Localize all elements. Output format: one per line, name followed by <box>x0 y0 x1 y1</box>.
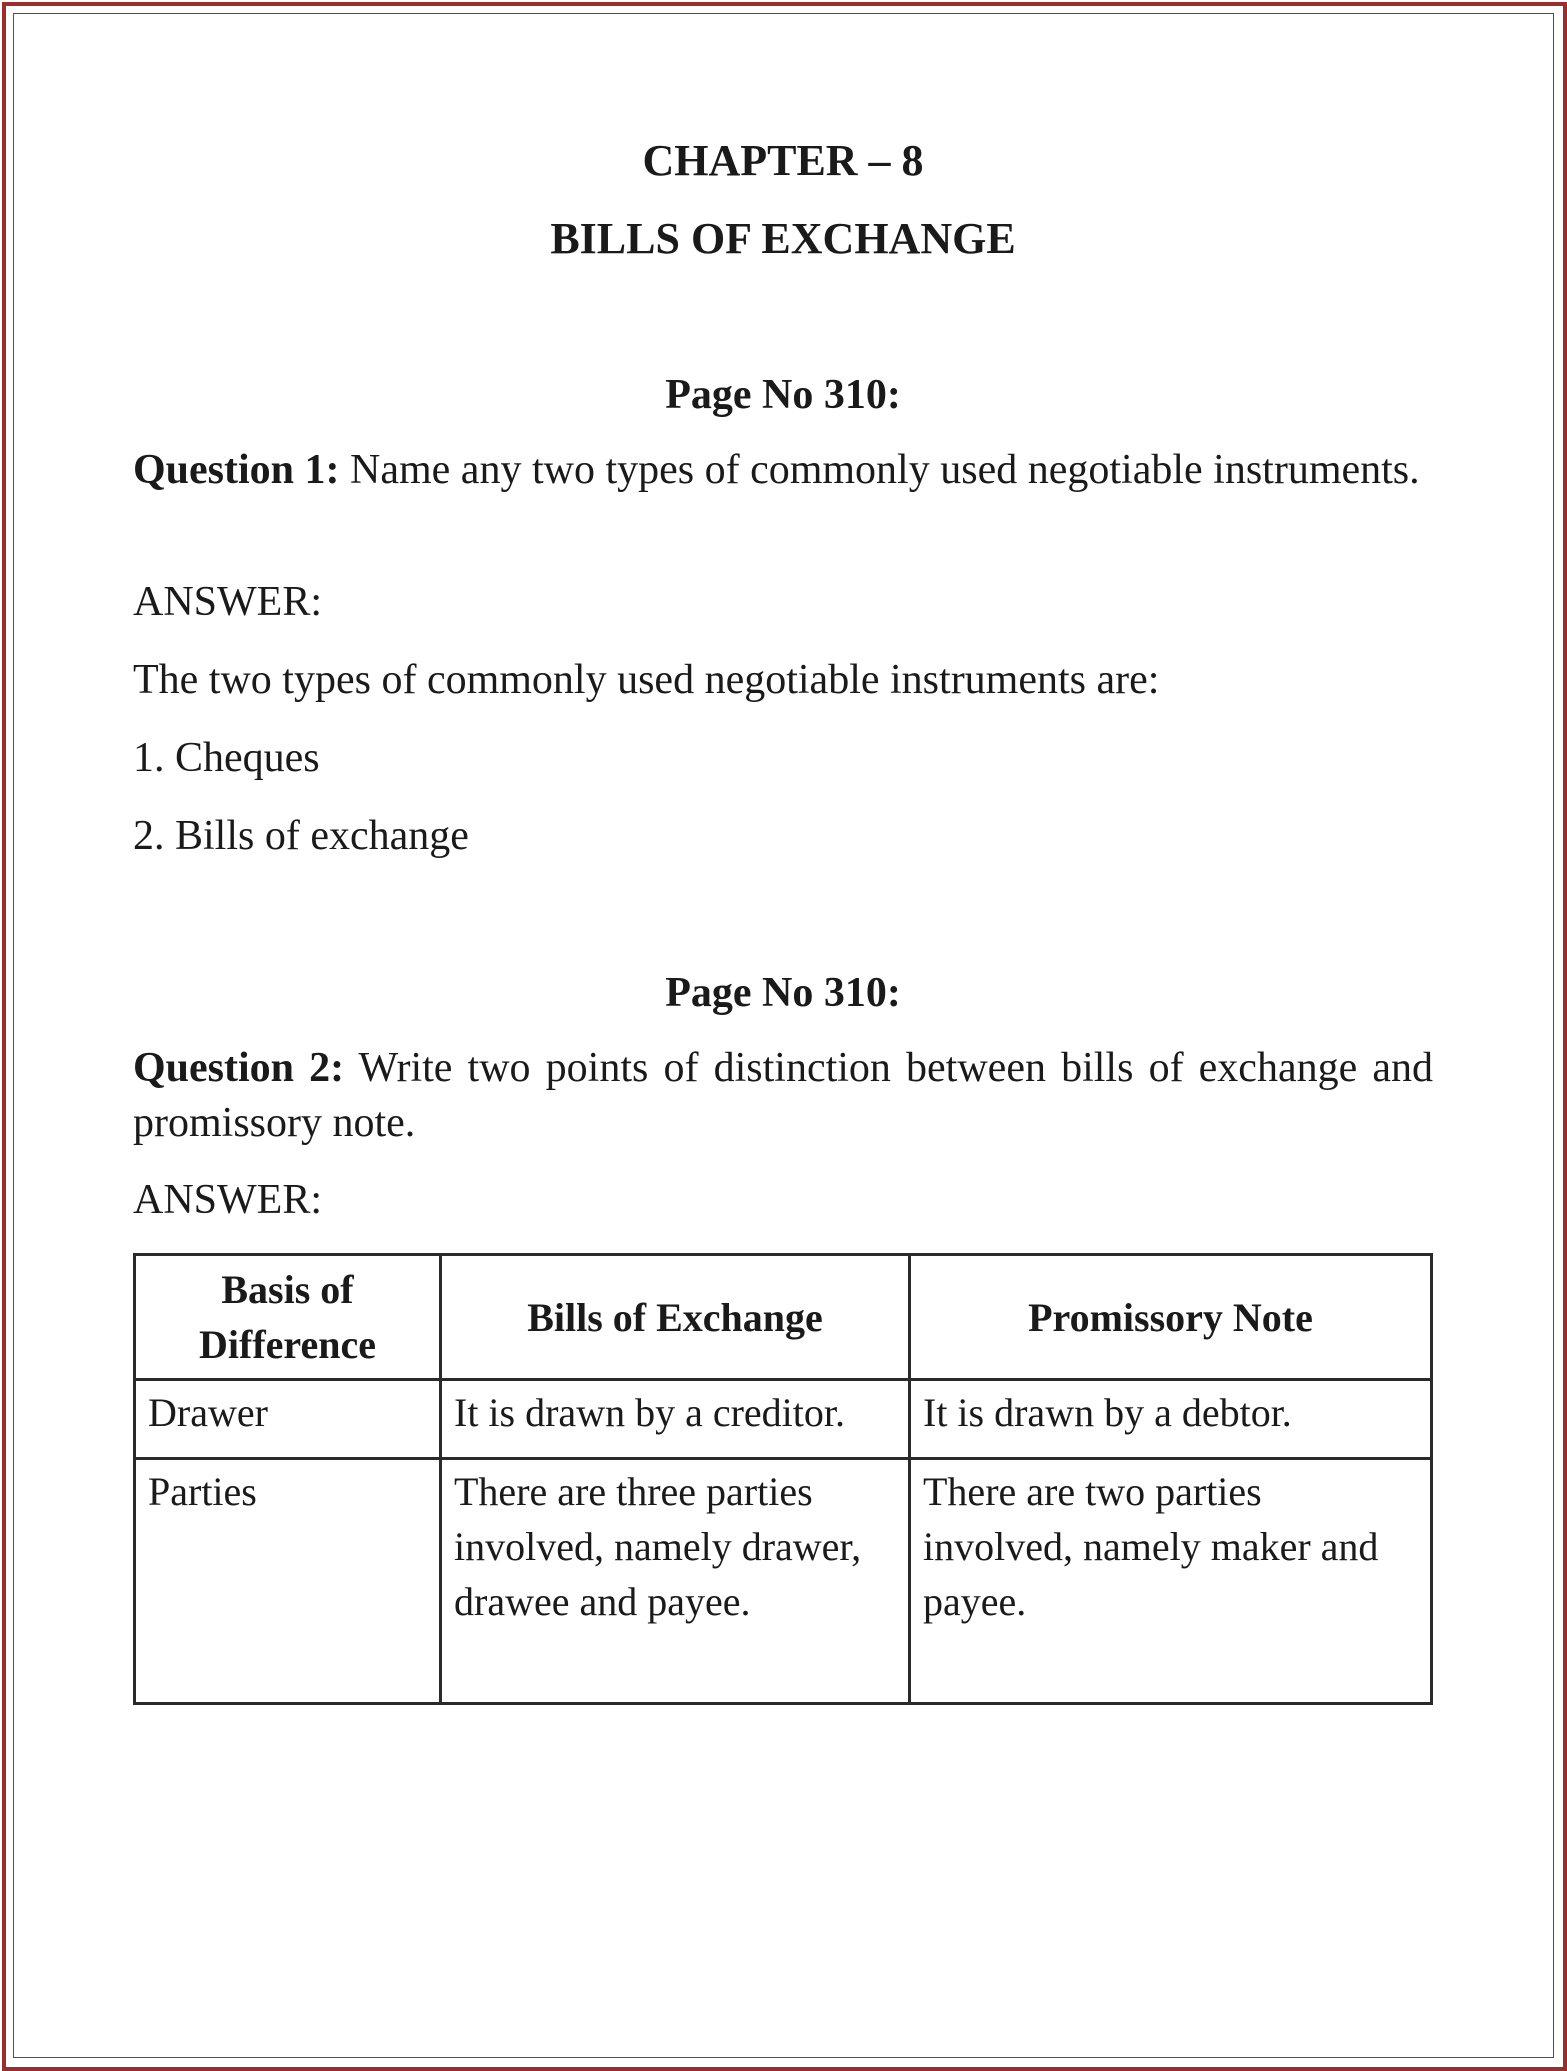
q1-answer-label: ANSWER: <box>133 579 322 625</box>
question-2-text: Write two points of distinction between bills of exchange and promissory note. <box>133 1045 1433 1146</box>
q1-page-reference: Page No 310: <box>665 372 901 418</box>
table-header-row <box>135 1255 1432 1380</box>
table-row <box>135 1459 1432 1704</box>
q2-answer-label: ANSWER: <box>133 1177 322 1223</box>
chapter-title: BILLS OF EXCHANGE <box>550 214 1016 263</box>
question-2 <box>133 1041 1433 1151</box>
q1-answer-item-2: 2. Bills of exchange <box>133 813 469 859</box>
cell-basis: Parties <box>135 1459 441 1704</box>
table-row <box>135 1380 1432 1459</box>
q2-page-reference: Page No 310: <box>665 970 901 1016</box>
header-promissory-note: Promissory Note <box>910 1255 1432 1380</box>
cell-promissory-note: There are two parties involved, namely maker and payee. <box>910 1459 1432 1704</box>
cell-promissory-note: It is drawn by a debtor. <box>910 1380 1432 1459</box>
cell-basis: Drawer <box>135 1380 441 1459</box>
cell-bills-of-exchange: There are three parties involved, namely drawer, drawee and payee. <box>441 1459 910 1704</box>
question-2-label: Question 2: <box>133 1045 345 1091</box>
distinction-table <box>133 1253 1433 1705</box>
chapter-number: CHAPTER – 8 <box>642 136 924 185</box>
q1-answer-intro: The two types of commonly used negotiable instruments are: <box>133 657 1160 703</box>
question-1-text: Name any two types of commonly used negotiable instruments. <box>350 447 1420 493</box>
question-1-label: Question 1: <box>133 447 340 493</box>
header-basis: Basis of Difference <box>135 1255 441 1380</box>
q1-answer-item-1: 1. Cheques <box>133 735 320 781</box>
page-border-inner <box>13 13 1554 2058</box>
header-bills-of-exchange: Bills of Exchange <box>441 1255 910 1380</box>
question-1 <box>133 443 1433 498</box>
cell-bills-of-exchange: It is drawn by a creditor. <box>441 1380 910 1459</box>
